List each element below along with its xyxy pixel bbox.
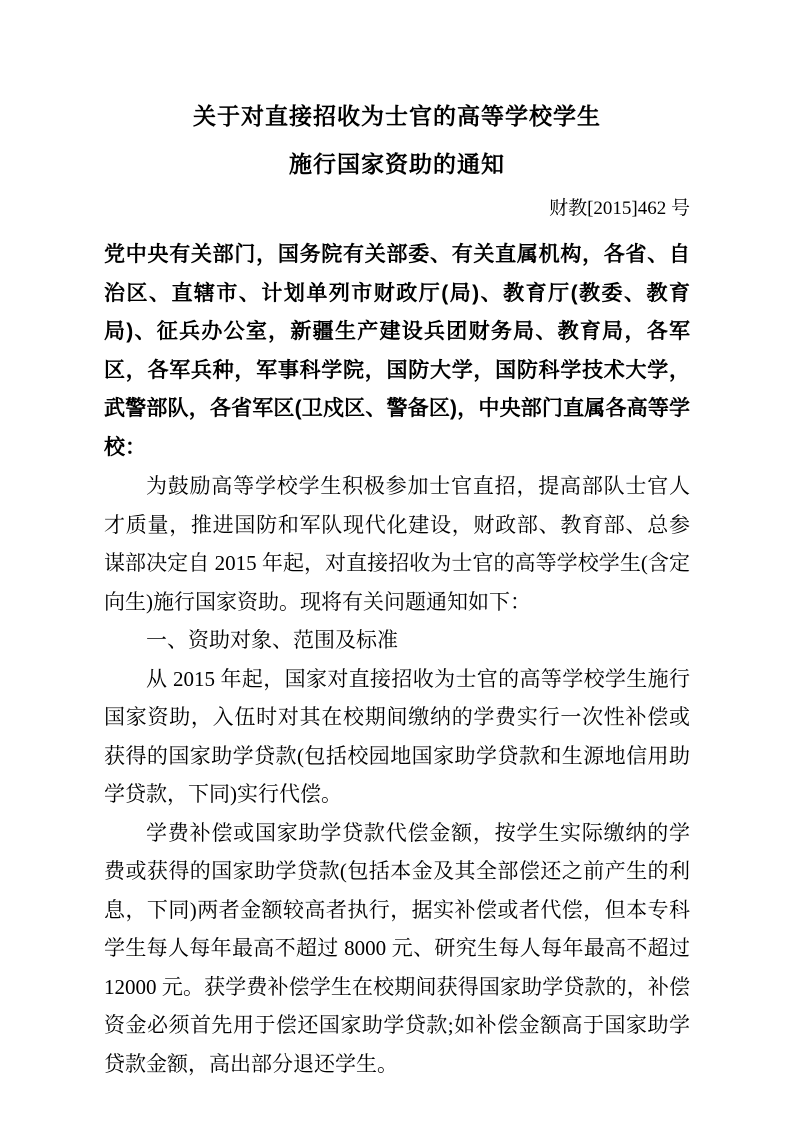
paragraph: 为鼓励高等学校学生积极参加士官直招，提高部队士官人才质量，推进国防和军队现代化建设，财政部、教育部、总参谋部决定自 2015 年起，对直接招收为士官的高等学校学生(含定向生)施行国家资助。现将有关问题通知如下： — [104, 474, 690, 614]
document-content — [104, 92, 690, 1083]
paragraph: 学费补偿或国家助学贷款代偿金额，按学生实际缴纳的学费或获得的国家助学贷款(包括本金及其全部偿还之前产生的利息，下同)两者金额较高者执行，据实补偿或者代偿，但本专科学生每人每年最高不超过 8000 元、研究生每人每年最高不超过 12000 元。获学费补偿学生在校期间获得国家助学贷款的，补偿资金必须首先用于偿还国家助学贷款;如补偿金额高于国家助学贷款金额，高出部分退还学生。 — [104, 820, 690, 1076]
paragraph: 一、资助对象、范围及标准 — [146, 628, 398, 652]
document-title — [104, 92, 690, 188]
paragraph: 从 2015 年起，国家对直接招收为士官的高等学校学生施行国家资助，入伍时对其在校期间缴纳的学费实行一次性补偿或获得的国家助学贷款(包括校园地国家助学贷款和生源地信用助学贷款，下同)实行代偿。 — [104, 666, 690, 806]
document-number: 财教[2015]462 号 — [549, 198, 690, 219]
paragraph: 党中央有关部门，国务院有关部委、有关直属机构，各省、自治区、直辖市、计划单列市财政厅(局)、教育厅(教委、教育局)、征兵办公室，新疆生产建设兵团财务局、教育局，各军区，各军兵种，军事科学院，国防大学，国防科学技术大学，武警部队，各省军区(卫戍区、警备区)，中央部门直属各高等学校： — [104, 243, 690, 459]
document-title-line1: 关于对直接招收为士官的高等学校学生 — [193, 103, 601, 129]
document-body — [104, 236, 690, 1083]
document-title-line2: 施行国家资助的通知 — [289, 151, 505, 177]
